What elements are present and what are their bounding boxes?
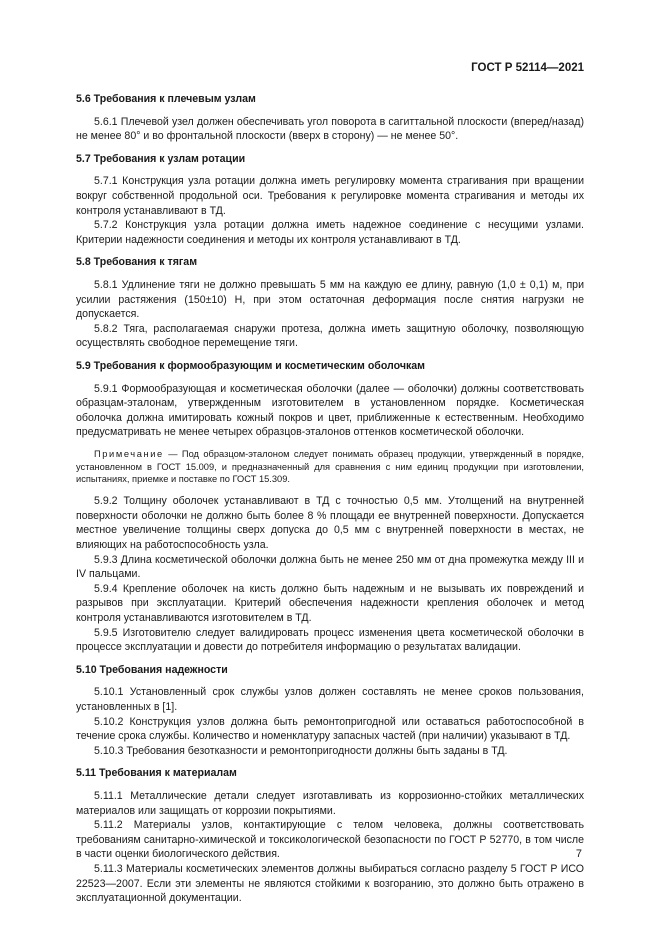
paragraph-5-7-1: 5.7.1 Конструкция узла ротации должна иметь регулировку момента страгивания при вращении вокруг собственной продольной оси. Требования к регулировке момента страгивания и методы их контроля устанавливают в ТД. (76, 175, 584, 217)
paragraph-5-8-2: 5.8.2 Тяга, располагаемая снаружи протеза, должна иметь защитную оболочку, позволяющую осуществлять свободное перемещение тяги. (76, 322, 584, 350)
section-5-6 (76, 92, 584, 144)
paragraph-5-9-2: 5.9.2 Толщину оболочек устанавливают в ТД с точностью 0,5 мм. Утолщений на внутренней поверхности оболочки не должно быть более 8 % площади ее внутренней поверхности. Допускается местное увеличение толщины сверх допуска до 0,5 мм с внутренней поверхности в местах, не влияющих на работоспособность узла. (76, 495, 584, 552)
paragraph-5-10-3: 5.10.3 Требования безотказности и ремонтопригодности должны быть заданы в ТД. (94, 744, 508, 757)
paragraph-5-9-1: 5.9.1 Формообразующая и косметическая оболочки (далее — оболочки) должны соответствовать образцам-эталонам, утвержденным изготовителем в установленном порядке. Косметическая оболочка должна имитировать кожный покров и цвет, приближенные к естественным. Необходимо предусматривать не менее четырех образцов-эталонов оттенков косметической оболочки. (76, 382, 584, 439)
note-text: — Под образцом-эталоном следует понимать образец продукции, утвержденный в порядке, установленном в ГОСТ 15.009, и предназначенный для сравнения с ним единиц продукции при изготовлении, испытаниях, приемке и поставке по ГОСТ 15.309. (76, 448, 584, 485)
section-heading: 5.8 Требования к тягам (76, 256, 198, 269)
section-heading: 5.9 Требования к формообразующим и косметическим оболочкам (76, 359, 426, 372)
paragraph-5-9-3: 5.9.3 Длина косметической оболочки должна быть не менее 250 мм от дна промежутка между III и IV пальцами. (76, 553, 584, 581)
paragraph-5-9-5: 5.9.5 Изготовителю следует валидировать процесс изменения цвета косметической оболочки в процессе эксплуатации и довести до потребителя информацию о результатах валидации. (76, 626, 584, 654)
paragraph-5-8-1: 5.8.1 Удлинение тяги не должно превышать 5 мм на каждую ее длину, равную (1,0 ± 0,1) м, при усилии растяжения (150±10) Н, при этом остаточная деформация после снятия нагрузки не допускается. (76, 278, 584, 321)
section-5-10 (76, 663, 584, 759)
paragraph-5-9-4: 5.9.4 Крепление оболочек на кисть должно быть надежным и не вызывать их повреждений и разрывов при эксплуатации. Критерий обеспечения надежности крепления оболочек и метод контроля устанавливаются изготовителем в ТД. (76, 582, 584, 625)
section-5-7 (76, 152, 584, 248)
section-5-11 (76, 766, 584, 905)
section-5-8 (76, 255, 584, 351)
page-number: 7 (575, 848, 582, 860)
note (76, 448, 584, 486)
paragraph-5-11-1: 5.11.1 Металлические детали следует изготавливать из коррозионно-стойких металлических материалов или защищать от коррозии покрытиями. (76, 789, 584, 817)
section-heading: 5.7 Требования к узлам ротации (76, 152, 246, 165)
note-label: Примечание (94, 448, 164, 459)
paragraph-5-11-2: 5.11.2 Материалы узлов, контактирующие с телом человека, должны соответствовать требованиям санитарно-химической и токсикологической безопасности по ГОСТ Р 52770, в том числе в части оценки биологического действия. (76, 819, 584, 861)
section-5-9 (76, 359, 584, 655)
paragraph-5-10-2: 5.10.2 Конструкция узлов должна быть ремонтопригодной или оставаться работоспособной в течение срока службы. Количество и номенклатуру запасных частей (при наличии) указывают в ТД. (76, 715, 584, 743)
paragraph-5-11-3: 5.11.3 Материалы косметических элементов должны выбираться согласно разделу 5 ГОСТ Р ИСО 22523—2007. Если эти элементы не являются стойкими к возгоранию, это должно быть отражено в эксплуатационной документации. (76, 862, 584, 905)
section-heading: 5.11 Требования к материалам (76, 767, 237, 780)
section-heading: 5.6 Требования к плечевым узлам (76, 93, 256, 105)
paragraph-5-7-2: 5.7.2 Конструкция узла ротации должна иметь надежное соединение с несущими узлами. Критерии надежности соединения и методы их контроля устанавливают в ТД. (76, 219, 584, 246)
paragraph-5-6-1: 5.6.1 Плечевой узел должен обеспечивать угол поворота в сагиттальной плоскости (вперед/назад) не менее 80° и во фронтальной плоскости (вверх в сторону) — не менее 50°. (76, 115, 584, 143)
section-heading: 5.10 Требования надежности (76, 663, 228, 676)
standard-code: ГОСТ Р 52114—2021 (471, 62, 584, 74)
paragraph-5-10-1: 5.10.1 Установленный срок службы узлов должен составлять не менее сроков пользования, установленных в [1]. (76, 686, 584, 713)
document-body (76, 92, 584, 914)
